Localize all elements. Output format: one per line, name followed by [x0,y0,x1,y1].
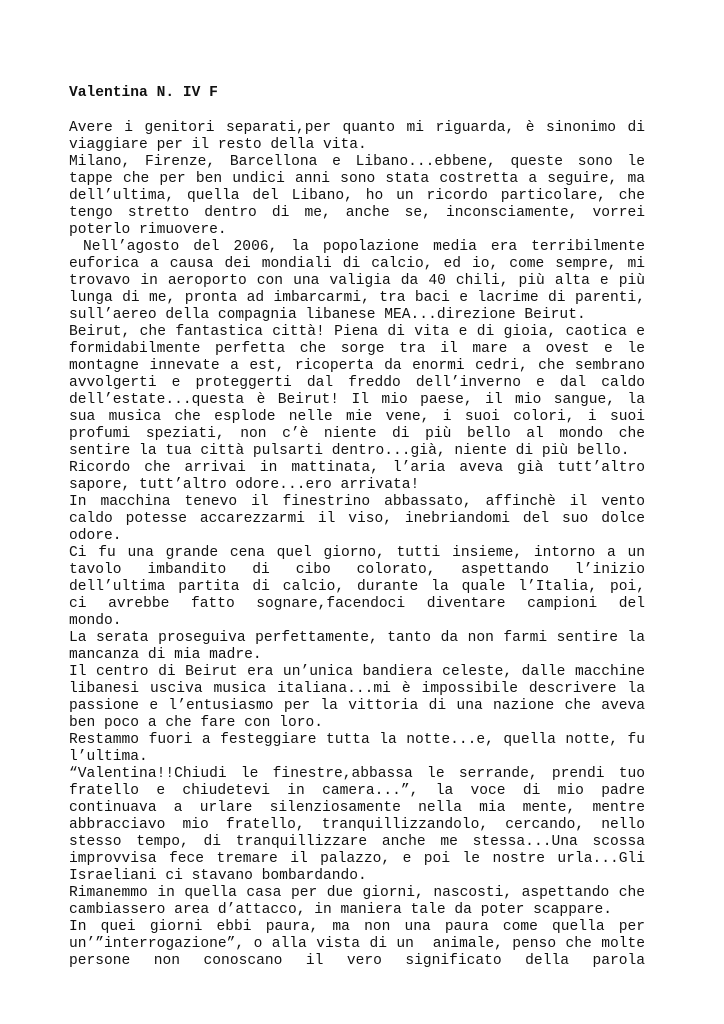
text-line: lunga di me, pronta ad imbarcarmi, tra baci e lacrime di parenti, [69,290,645,306]
text-line: sua musica che esplode nelle mie vene, i suoi colori, i suoi [69,409,645,425]
text-line: “Valentina!!Chiudi le finestre,abbassa le serrande, prendi tuo [69,766,645,782]
text-line: viaggiare per il resto della vita. [69,137,367,153]
text-line: In macchina tenevo il finestrino abbassato, affinchè il vento [69,494,645,510]
text-line: Ci fu una grande cena quel giorno, tutti insieme, intorno a un [69,545,645,561]
text-line: tengo stretto dentro di me, anche se, inconsciamente, vorrei [69,205,645,221]
text-line: Nell’agosto del 2006, la popolazione media era terribilmente [69,239,645,255]
text-line: abbracciavo mio fratello, tranquillizzandolo, cercando, nello [69,817,645,833]
text-line: caldo potesse accarezzarmi il viso, inebriandomi del suo dolce [69,511,645,527]
text-line: Milano, Firenze, Barcellona e Libano...ebbene, queste sono le [69,154,645,170]
text-line: poterlo rimuovere. [69,222,227,238]
text-line: montagne innevate a est, ricoperta da enormi cedri, che sembrano [69,358,645,374]
text-line: sapore, tutt’altro odore...ero arrivata! [69,477,420,493]
text-line: sull’aereo della compagnia libanese MEA...direzione Beirut. [69,307,586,323]
text-line: formidabilmente perfetta che sorge tra il mare a ovest e le [69,341,645,357]
text-line: ci avrebbe fatto sognare,facendoci diventare campioni del [69,596,645,612]
text-line: improvvisa fece tremare il palazzo, e poi le nostre urla...Gli [69,851,645,867]
text-line: Beirut, che fantastica città! Piena di vita e di gioia, caotica e [69,324,645,340]
text-line: In quei giorni ebbi paura, ma non una paura come quella per [69,919,645,935]
text-line: Avere i genitori separati,per quanto mi riguarda, è sinonimo di [69,120,645,136]
text-line: La serata proseguiva perfettamente, tanto da non farmi sentire la [69,630,645,646]
text-line: un’”interrogazione”, o alla vista di un animale, penso che molte [69,936,645,952]
text-line: Israeliani ci stavano bombardando. [69,868,367,884]
text-line: mancanza di mia madre. [69,647,262,663]
text-line: persone non conoscano il vero significato della parola [69,953,645,969]
text-line: Restammo fuori a festeggiare tutta la notte...e, quella notte, fu [69,732,645,748]
document-body [69,120,645,970]
text-line: l’ultima. [69,749,148,765]
text-line: dell’ultima, quella del Libano, ho un ricordo particolare, che [69,188,645,204]
text-line: cambiassero area d’attacco, in maniera tale da poter scappare. [69,902,612,918]
text-line: ben poco a che fare con loro. [69,715,323,731]
text-line: avvolgerti e proteggerti dal freddo dell’inverno e dal caldo [69,375,645,391]
text-line: odore. [69,528,122,544]
text-line: dell’ultima partita di calcio, durante la quale l’Italia, poi, [69,579,645,595]
document-title: Valentina N. IV F [69,85,218,101]
text-line: stesso tempo, di tranquillizzare anche me stessa...Una scossa [69,834,645,850]
text-line: euforica a causa dei mondiali di calcio, ed io, come sempre, mi [69,256,645,272]
text-line: dell’estate...questa è Beirut! Il mio paese, il mio sangue, la [69,392,645,408]
text-line: mondo. [69,613,122,629]
text-line: passione e l’entusiasmo per la vittoria di una nazione che aveva [69,698,645,714]
text-line: trovavo in aeroporto con una valigia da 40 chili, più alta e più [69,273,645,289]
text-line: continuava a urlare silenziosamente nella mia mente, mentre [69,800,645,816]
text-line: tavolo imbandito di cibo colorato, aspettando l’inizio [69,562,645,578]
text-line: profumi speziati, non c’è niente di più bello al mondo che [69,426,645,442]
text-line: libanesi usciva musica italiana...mi è impossibile descrivere la [69,681,645,697]
text-line: sentire la tua città pulsarti dentro...già, niente di più bello. [69,443,630,459]
text-line: tappe che per ben undici anni sono stata costretta a seguire, ma [69,171,645,187]
text-line: fratello e chiudetevi in camera...”, la voce di mio padre [69,783,645,799]
text-line: Rimanemmo in quella casa per due giorni, nascosti, aspettando che [69,885,645,901]
text-line: Ricordo che arrivai in mattinata, l’aria aveva già tutt’altro [69,460,645,476]
text-line: Il centro di Beirut era un’unica bandiera celeste, dalle macchine [69,664,645,680]
